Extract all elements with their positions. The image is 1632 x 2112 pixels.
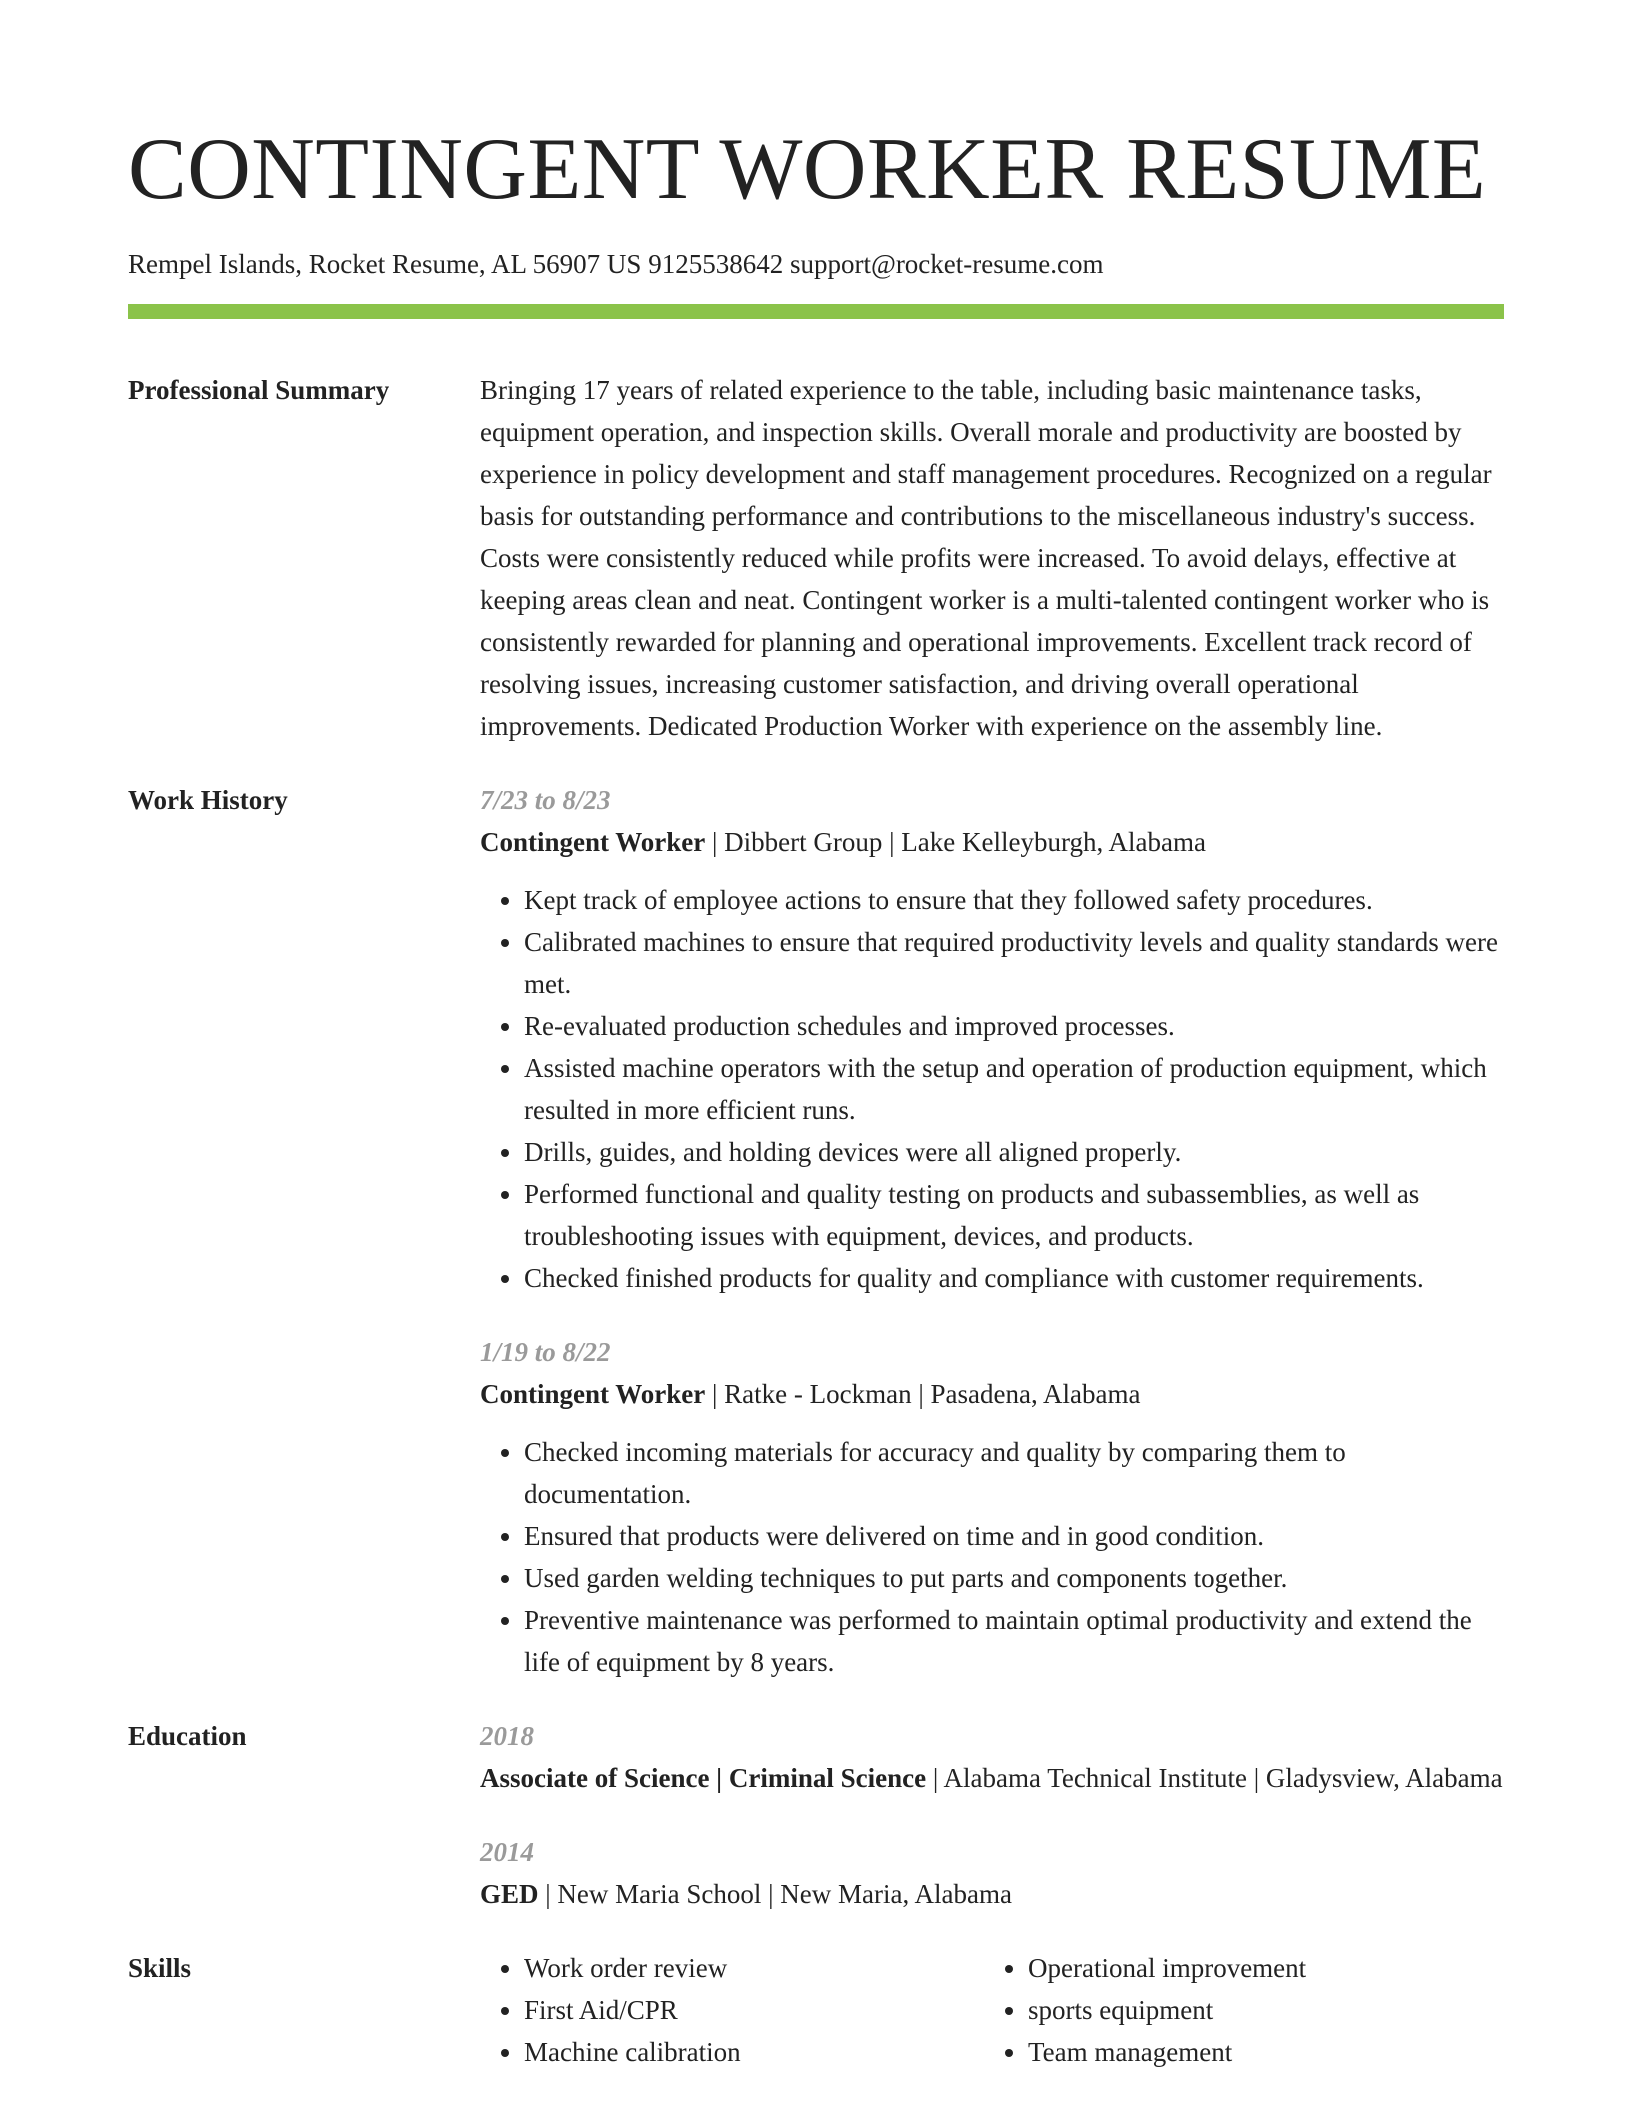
job-dates: 1/19 to 8/22 (480, 1337, 611, 1367)
contact-info: Rempel Islands, Rocket Resume, AL 56907 US 9125538642 support@rocket-resume.com (128, 249, 1104, 279)
job-duty: • Checked finished products for quality and compliance with customer requirements. (524, 1257, 1504, 1299)
education-year: 2014 (480, 1837, 534, 1867)
skill-item: • Machine calibration (524, 2031, 984, 2073)
job-duty: • Calibrated machines to ensure that required productivity levels and quality standards were met. (524, 921, 1504, 1005)
education-year: 2018 (480, 1721, 534, 1751)
summary-section (128, 369, 1504, 747)
skill-item: • Team management (1028, 2031, 1488, 2073)
job-duty: • Performed functional and quality testing on products and subassemblies, as well as troubleshooting issues with equipment, devices, and products. (524, 1173, 1504, 1257)
job-employer-location: | Ratke - Lockman | Pasadena, Alabama (705, 1379, 1141, 1409)
education-degree: Associate of Science | Criminal Science (480, 1763, 927, 1793)
job-heading (480, 1373, 1504, 1415)
job-duties-list (480, 1431, 1504, 1683)
job-entry (480, 1331, 1504, 1683)
education-school: | New Maria School | New Maria, Alabama (538, 1879, 1012, 1909)
skill-item: • Work order review (524, 1947, 984, 1989)
job-employer-location: | Dibbert Group | Lake Kelleyburgh, Alabama (705, 827, 1206, 857)
job-duty: • Re-evaluated production schedules and improved processes. (524, 1005, 1504, 1047)
job-duties-list (480, 879, 1504, 1299)
education-school: | Alabama Technical Institute | Gladysview, Alabama (926, 1763, 1503, 1793)
skill-item: • Operational improvement (1028, 1947, 1488, 1989)
education-degree: GED (480, 1879, 539, 1909)
job-duty: • Drills, guides, and holding devices were all aligned properly. (524, 1131, 1504, 1173)
job-duty: • Used garden welding techniques to put parts and components together. (524, 1557, 1504, 1599)
job-dates: 7/23 to 8/23 (480, 785, 611, 815)
education-section (128, 1715, 1504, 1915)
work-history-label: Work History (128, 785, 288, 815)
job-entry (480, 779, 1504, 1299)
summary-text: Bringing 17 years of related experience to the table, including basic maintenance tasks, equipment operation, and inspection skills. Overall morale and productivity are boosted by experience in policy development and staff management procedures. Recognized on a regular basis for outstanding performance and contributions to the miscellaneous industry's success. Costs were consistently reduced while profits were increased. To avoid delays, effective at keeping areas clean and neat. Contingent worker is a multi-talented contingent worker who is consistently rewarded for planning and operational improvements. Excellent track record of resolving issues, increasing customer satisfaction, and driving overall operational improvements. Dedicated Production Worker with experience on the assembly line. (480, 375, 1492, 741)
resume-page (128, 0, 1504, 2073)
skills-section (128, 1947, 1504, 2073)
resume-title: CONTINGENT WORKER RESUME (128, 121, 1487, 218)
education-entry (480, 1831, 1504, 1915)
summary-label: Professional Summary (128, 375, 390, 405)
job-title: Contingent Worker (480, 827, 706, 857)
skills-list-right (984, 1947, 1488, 2073)
header-divider (128, 304, 1504, 319)
education-heading (480, 1757, 1504, 1799)
skill-item: • First Aid/CPR (524, 1989, 984, 2031)
education-entry (480, 1715, 1504, 1799)
job-duty: • Ensured that products were delivered on time and in good condition. (524, 1515, 1504, 1557)
skills-columns (480, 1947, 1504, 2073)
work-history-section (128, 779, 1504, 1683)
job-duty: • Checked incoming materials for accuracy and quality by comparing them to documentation. (524, 1431, 1504, 1515)
education-label: Education (128, 1721, 247, 1751)
job-title: Contingent Worker (480, 1379, 706, 1409)
skills-label: Skills (128, 1953, 192, 1983)
job-duty: • Kept track of employee actions to ensure that they followed safety procedures. (524, 879, 1504, 921)
job-heading (480, 821, 1504, 863)
job-duty: • Assisted machine operators with the setup and operation of production equipment, which resulted in more efficient runs. (524, 1047, 1504, 1131)
skill-item: • sports equipment (1028, 1989, 1488, 2031)
job-duty: • Preventive maintenance was performed to maintain optimal productivity and extend the life of equipment by 8 years. (524, 1599, 1504, 1683)
skills-list-left (480, 1947, 984, 2073)
education-heading (480, 1873, 1504, 1915)
